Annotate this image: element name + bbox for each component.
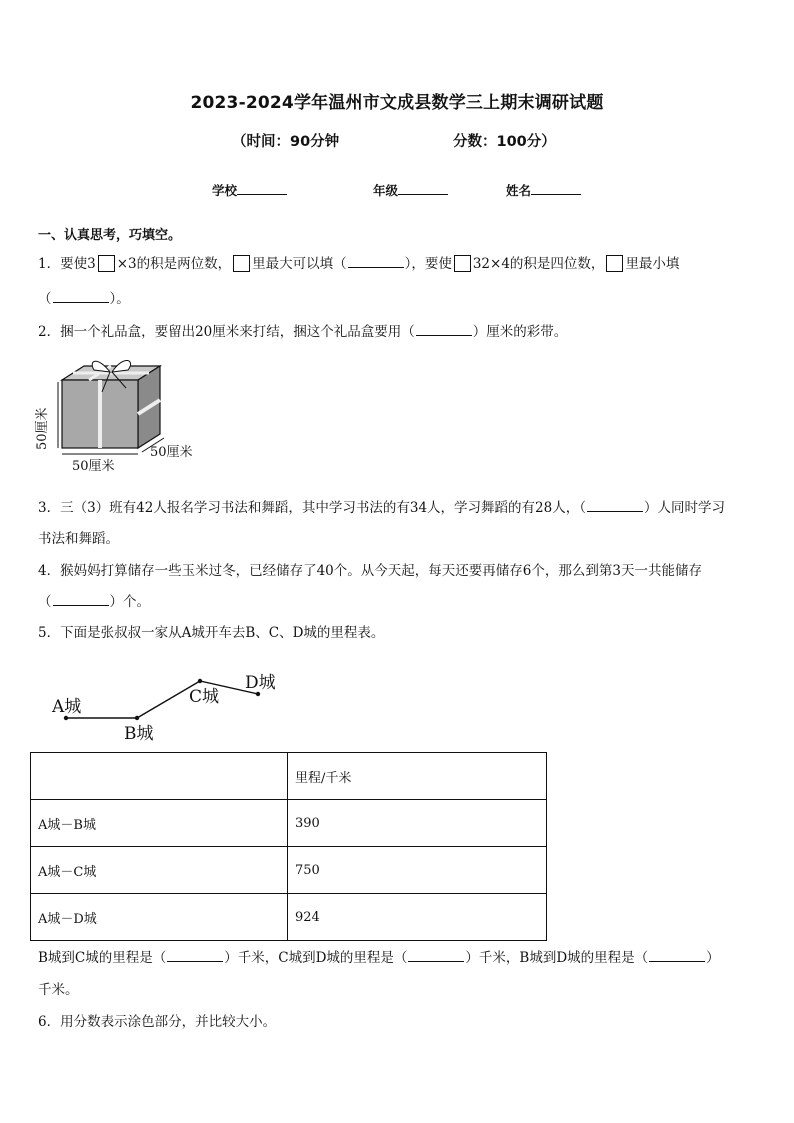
route-diagram: [46, 664, 296, 746]
name-blank[interactable]: [531, 182, 581, 195]
gift-box-figure: [35, 354, 210, 476]
digit-box[interactable]: [606, 255, 623, 272]
grade-field[interactable]: [373, 181, 448, 199]
page-title: 2023-2024学年温州市文成县数学三上期末调研试题: [190, 93, 604, 113]
table-cell-route: A城－C城: [31, 847, 288, 894]
table-cell-distance: 924: [288, 894, 547, 941]
answer-blank[interactable]: [167, 951, 223, 962]
city-b-label: B城: [124, 724, 154, 744]
question-4-line1: 4．猴妈妈打算储存一些玉米过冬，已经储存了40个。从今天起，每天还要再储存6个，那么到第3天一共能储存: [38, 563, 702, 579]
table-cell-route: A城－D城: [31, 894, 288, 941]
question-3-line2: 书法和舞蹈。: [38, 531, 119, 547]
section-heading: 一、认真思考，巧填空。: [38, 228, 182, 243]
table-cell-distance: 390: [288, 800, 547, 847]
question-1-line2: （ ）。: [38, 291, 130, 307]
answer-blank[interactable]: [53, 595, 109, 606]
table-header-cell: [31, 753, 288, 800]
question-5-answers-line1: B城到C城的里程是（ ）千米，C城到D城的里程是（ ）千米，B城到D城的里程是（ ）: [38, 950, 720, 966]
digit-box[interactable]: [454, 255, 471, 272]
question-2: 2．捆一个礼品盒，要留出20厘米来打结，捆这个礼品盒要用（ ）厘米的彩带。: [38, 324, 568, 340]
answer-blank[interactable]: [416, 325, 472, 336]
city-a-label: A城: [52, 697, 82, 717]
exam-time: （时间：90分钟: [232, 134, 340, 150]
table-row: [31, 800, 547, 847]
city-b-point: [135, 716, 139, 720]
table-row: [31, 847, 547, 894]
exam-score: 分数：100分）: [453, 134, 556, 150]
answer-blank[interactable]: [408, 951, 464, 962]
name-field[interactable]: [506, 181, 581, 199]
question-4-line2: （ ）个。: [38, 594, 150, 610]
digit-box[interactable]: [98, 255, 115, 272]
school-field[interactable]: [212, 181, 287, 199]
distance-table: [30, 752, 547, 941]
gift-label-length: 50厘米: [72, 459, 115, 474]
answer-blank[interactable]: [649, 951, 705, 962]
school-label: 学校: [212, 183, 238, 198]
question-6: 6．用分数表示涂色部分，并比较大小。: [38, 1014, 277, 1030]
table-row: [31, 894, 547, 941]
table-header-cell: 里程/千米: [288, 753, 547, 800]
question-5-answers-line2: 千米。: [38, 982, 79, 998]
answer-blank[interactable]: [348, 257, 404, 268]
city-c-point: [198, 679, 202, 683]
question-3-line1: 3．三（3）班有42人报名学习书法和舞蹈，其中学习书法的有34人，学习舞蹈的有28人，（ ）人同时学习: [38, 500, 725, 516]
school-blank[interactable]: [237, 182, 287, 195]
table-header-row: [31, 753, 547, 800]
question-5: 5．下面是张叔叔一家从A城开车去B、C、D城的里程表。: [38, 625, 385, 641]
city-d-label: D城: [245, 673, 276, 693]
name-label: 姓名: [506, 183, 532, 198]
table-cell-distance: 750: [288, 847, 547, 894]
city-c-label: C城: [189, 687, 220, 707]
grade-blank[interactable]: [398, 182, 448, 195]
grade-label: 年级: [373, 183, 399, 198]
digit-box[interactable]: [233, 255, 250, 272]
gift-label-width: 50厘米: [150, 445, 193, 460]
gift-label-height: 50厘米: [35, 407, 50, 450]
question-1-line1: 1．要使3 ×3的积是两位数， 里最大可以填（ ），要使 32×4的积是四位数， 里最小填: [38, 256, 680, 272]
answer-blank[interactable]: [587, 501, 643, 512]
answer-blank[interactable]: [53, 292, 109, 303]
table-cell-route: A城－B城: [31, 800, 288, 847]
